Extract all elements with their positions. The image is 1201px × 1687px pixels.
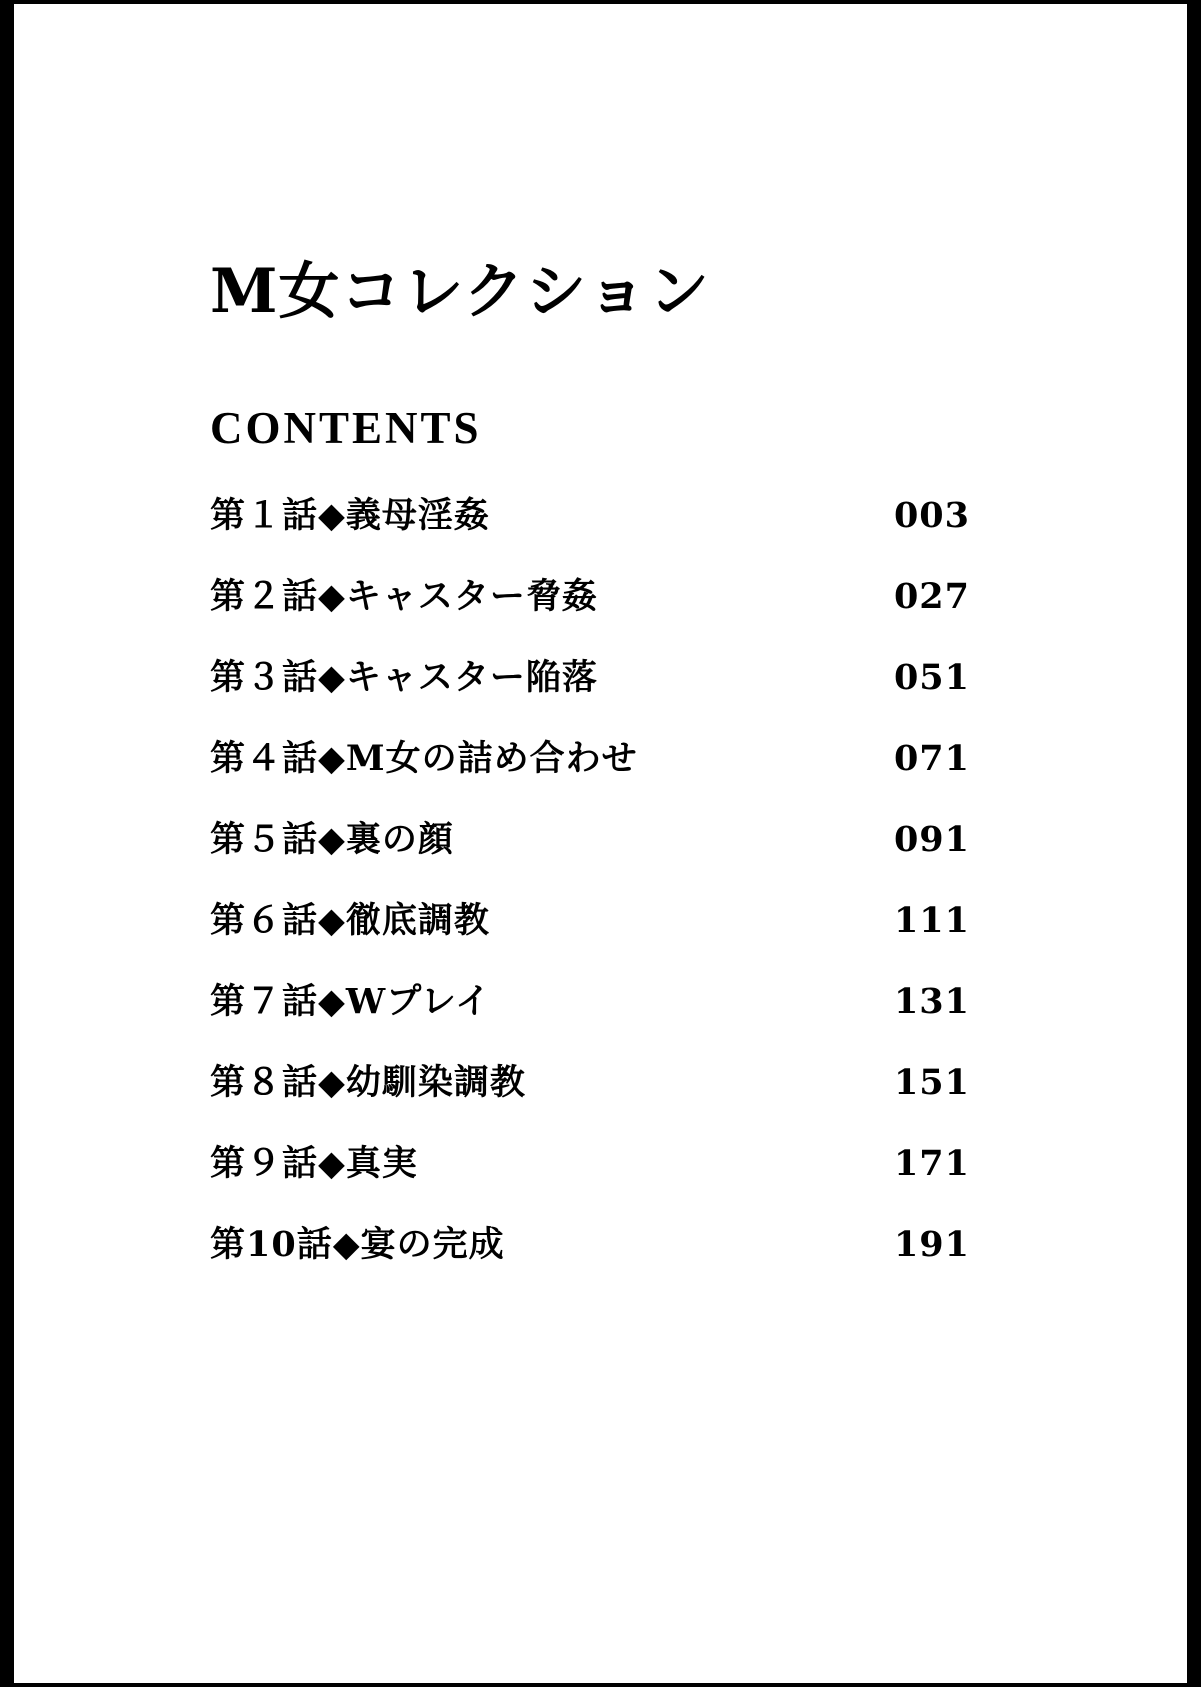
toc-entry-page: 027 [893, 576, 970, 618]
list-item [210, 569, 970, 619]
toc-entry-label: 第２話◆キャスター脅姦 [210, 576, 598, 618]
list-item [210, 731, 970, 781]
toc-entry-page: 171 [893, 1143, 970, 1185]
toc-entry-page: 131 [893, 981, 970, 1023]
toc-entry-label: 第１話◆義母淫姦 [210, 495, 490, 537]
toc-entry-label: 第６話◆徹底調教 [210, 900, 490, 942]
toc-entry-page: 091 [893, 819, 970, 861]
list-item [210, 650, 970, 700]
list-item [210, 1055, 970, 1105]
toc-entry-label: 第５話◆裏の顔 [210, 819, 454, 861]
contents-heading: CONTENTS [210, 403, 482, 454]
toc-entry-label: 第７話◆Wプレイ [210, 981, 492, 1023]
toc-entry-page: 191 [893, 1224, 970, 1266]
toc-entry-page: 003 [893, 495, 970, 537]
page-title: M女コレクション [210, 256, 711, 327]
toc-entry-page: 111 [893, 900, 970, 942]
toc-entry-label: 第９話◆真実 [210, 1143, 418, 1185]
toc-entry-label: 第10話◆宴の完成 [210, 1224, 505, 1266]
list-item [210, 1136, 970, 1186]
toc-entry-label: 第３話◆キャスター陥落 [210, 657, 598, 699]
list-item [210, 488, 970, 538]
toc-entry-page: 151 [893, 1062, 970, 1104]
toc-entry-label: 第８話◆幼馴染調教 [210, 1062, 526, 1104]
toc-entry-page: 071 [893, 738, 970, 780]
toc-entry-label: 第４話◆M女の詰め合わせ [210, 738, 638, 780]
list-item [210, 1217, 970, 1267]
list-item [210, 812, 970, 862]
page-canvas [14, 4, 1187, 1683]
list-item [210, 974, 970, 1024]
list-item [210, 893, 970, 943]
table-of-contents [210, 488, 970, 1267]
toc-content [210, 254, 970, 1298]
toc-entry-page: 051 [893, 657, 970, 699]
